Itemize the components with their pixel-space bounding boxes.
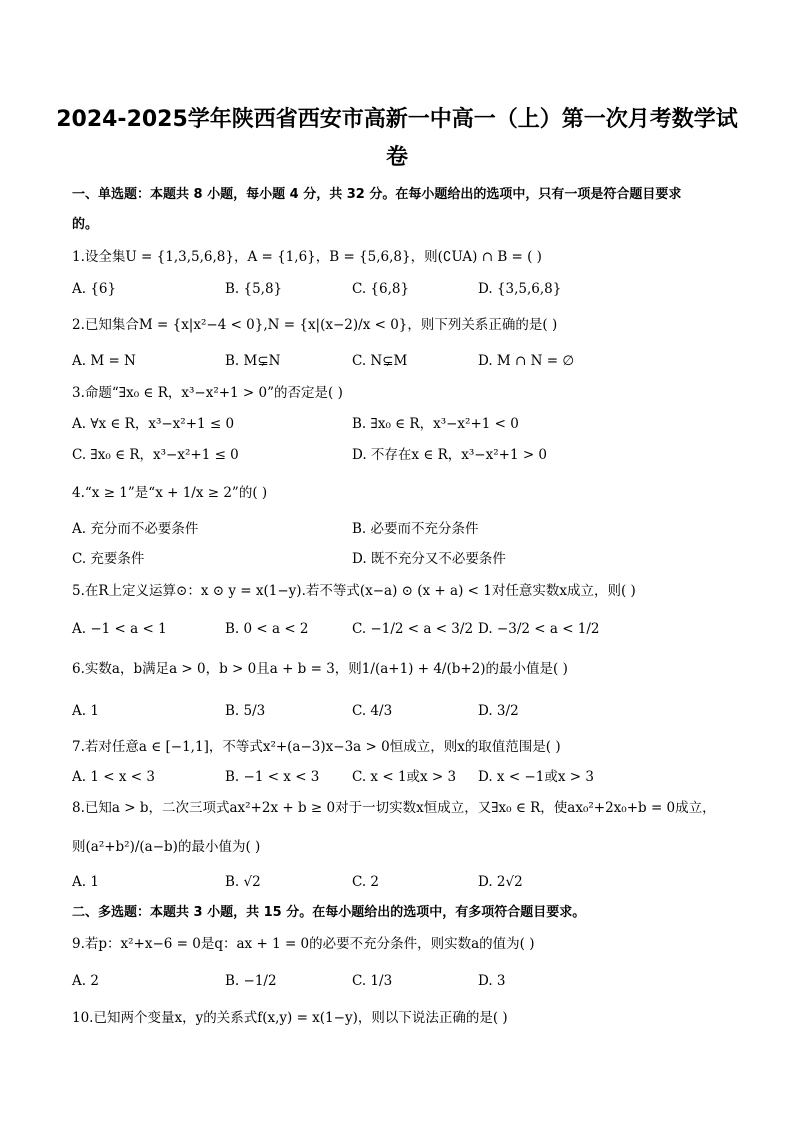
- question-stem: “x ≥ 1”是“x + 1/x ≥ 2”的( ): [84, 485, 268, 501]
- question-stem: 已知两个变量x，y的关系式f(x,y) = x(1−y)，则以下说法正确的是( ): [93, 1010, 508, 1026]
- question-number: 2.: [72, 317, 85, 333]
- option-c: C. 4/3: [352, 703, 393, 719]
- question-number: 5.: [72, 583, 85, 599]
- option-b: B. ∃x₀ ∈ R，x³−x²+1 < 0: [352, 416, 519, 432]
- question-1: [72, 246, 742, 268]
- option-a: A. 2: [72, 973, 99, 989]
- question-10: [72, 1007, 742, 1029]
- question-stem: 若p：x²+x−6 = 0是q：ax + 1 = 0的必要不充分条件，则实数a的值为( ): [84, 936, 535, 952]
- question-stem: 已知a > b，二次三项式ax²+2x + b ≥ 0对于一切实数x恒成立，又∃x₀ ∈ R，使ax₀²+2x₀+b = 0成立，: [84, 800, 716, 816]
- option-b: B. M⊊N: [225, 353, 281, 369]
- question-stem: 设全集U = {1,3,5,6,8}，A = {1,6}，B = {5,6,8}，则(∁UA) ∩ B = ( ): [84, 249, 542, 265]
- option-a: A. ∀x ∈ R，x³−x²+1 ≤ 0: [72, 416, 235, 432]
- option-c: C. N⊊M: [352, 353, 408, 369]
- question-4: [72, 482, 742, 504]
- section1-instructions-cont: 的。: [72, 217, 99, 232]
- question-number: 4.: [72, 485, 85, 501]
- question-stem: 实数a，b满足a > 0，b > 0且a + b = 3，则1/(a+1) + 4/(b+2)的最小值是( ): [84, 661, 568, 677]
- option-d: D. x < −1或x > 3: [478, 769, 594, 785]
- option-b: B. √2: [225, 874, 261, 890]
- option-a: A. 充分而不必要条件: [72, 521, 199, 537]
- option-c: C. x < 1或x > 3: [352, 769, 457, 785]
- question-stem: 若对任意a ∈ [−1,1]，不等式x²+(a−3)x−3a > 0恒成立，则x的取值范围是( ): [84, 739, 561, 755]
- question-5: [72, 580, 742, 602]
- question-stem: 在R上定义运算⊙：x ⊙ y = x(1−y).若不等式(x−a) ⊙ (x + a) < 1对任意实数x成立，则( ): [84, 583, 636, 599]
- option-b: B. 5/3: [225, 703, 266, 719]
- option-c: C. ∃x₀ ∈ R，x³−x²+1 ≤ 0: [72, 447, 239, 463]
- option-a: A. M = N: [72, 353, 136, 369]
- option-a: A. 1: [72, 874, 99, 890]
- option-d: D. −3/2 < a < 1/2: [478, 621, 600, 637]
- option-d: D. 3: [478, 973, 506, 989]
- option-b: B. −1 < x < 3: [225, 769, 320, 785]
- option-c: C. −1/2 < a < 3/2: [352, 621, 474, 637]
- option-d: D. {3,5,6,8}: [478, 281, 562, 297]
- option-a: A. 1: [72, 703, 99, 719]
- option-d: D. 3/2: [478, 703, 519, 719]
- question-number: 10.: [72, 1010, 94, 1026]
- option-a: A. −1 < a < 1: [72, 621, 167, 637]
- question-7: [72, 736, 742, 758]
- option-d: D. M ∩ N = ∅: [478, 353, 575, 369]
- exam-title-line1: 2024-2025学年陕西省西安市高新一中高一（上）第一次月考数学试: [56, 107, 738, 132]
- question-number: 1.: [72, 249, 85, 265]
- question-number: 3.: [72, 385, 85, 401]
- option-d: D. 2√2: [478, 874, 523, 890]
- option-c: C. 充要条件: [72, 551, 145, 567]
- option-b: B. {5,8}: [225, 281, 283, 297]
- question-8-cont: 则(a²+b²)/(a−b)的最小值为( ): [72, 839, 261, 855]
- question-2: [72, 314, 742, 336]
- option-b: B. 0 < a < 2: [225, 621, 309, 637]
- question-stem: 已知集合M = {x|x²−4 < 0},N = {x|(x−2)/x < 0}，则下列关系正确的是( ): [84, 317, 558, 333]
- question-number: 9.: [72, 936, 85, 952]
- section2-instructions: 二、多选题：本题共 3 小题，共 15 分。在每小题给出的选项中，有多项符合题目要求。: [72, 905, 586, 920]
- option-c: C. 2: [352, 874, 380, 890]
- section1-instructions: 一、单选题：本题共 8 小题，每小题 4 分，共 32 分。在每小题给出的选项中，只有一项是符合题目要求: [72, 187, 682, 202]
- option-c: C. 1/3: [352, 973, 393, 989]
- question-stem: 命题“∃x₀ ∈ R，x³−x²+1 > 0”的否定是( ): [84, 385, 343, 401]
- question-3: [72, 382, 742, 404]
- option-b: B. −1/2: [225, 973, 277, 989]
- question-8: [72, 797, 742, 819]
- option-a: A. {6}: [72, 281, 117, 297]
- question-number: 6.: [72, 661, 85, 677]
- option-d: D. 既不充分又不必要条件: [352, 551, 506, 567]
- question-9: [72, 933, 742, 955]
- question-6: [72, 658, 742, 680]
- question-number: 7.: [72, 739, 85, 755]
- option-a: A. 1 < x < 3: [72, 769, 155, 785]
- option-b: B. 必要而不充分条件: [352, 521, 479, 537]
- question-number: 8.: [72, 800, 85, 816]
- exam-title-line2: 卷: [385, 145, 408, 170]
- option-c: C. {6,8}: [352, 281, 410, 297]
- option-d: D. 不存在x ∈ R，x³−x²+1 > 0: [352, 447, 548, 463]
